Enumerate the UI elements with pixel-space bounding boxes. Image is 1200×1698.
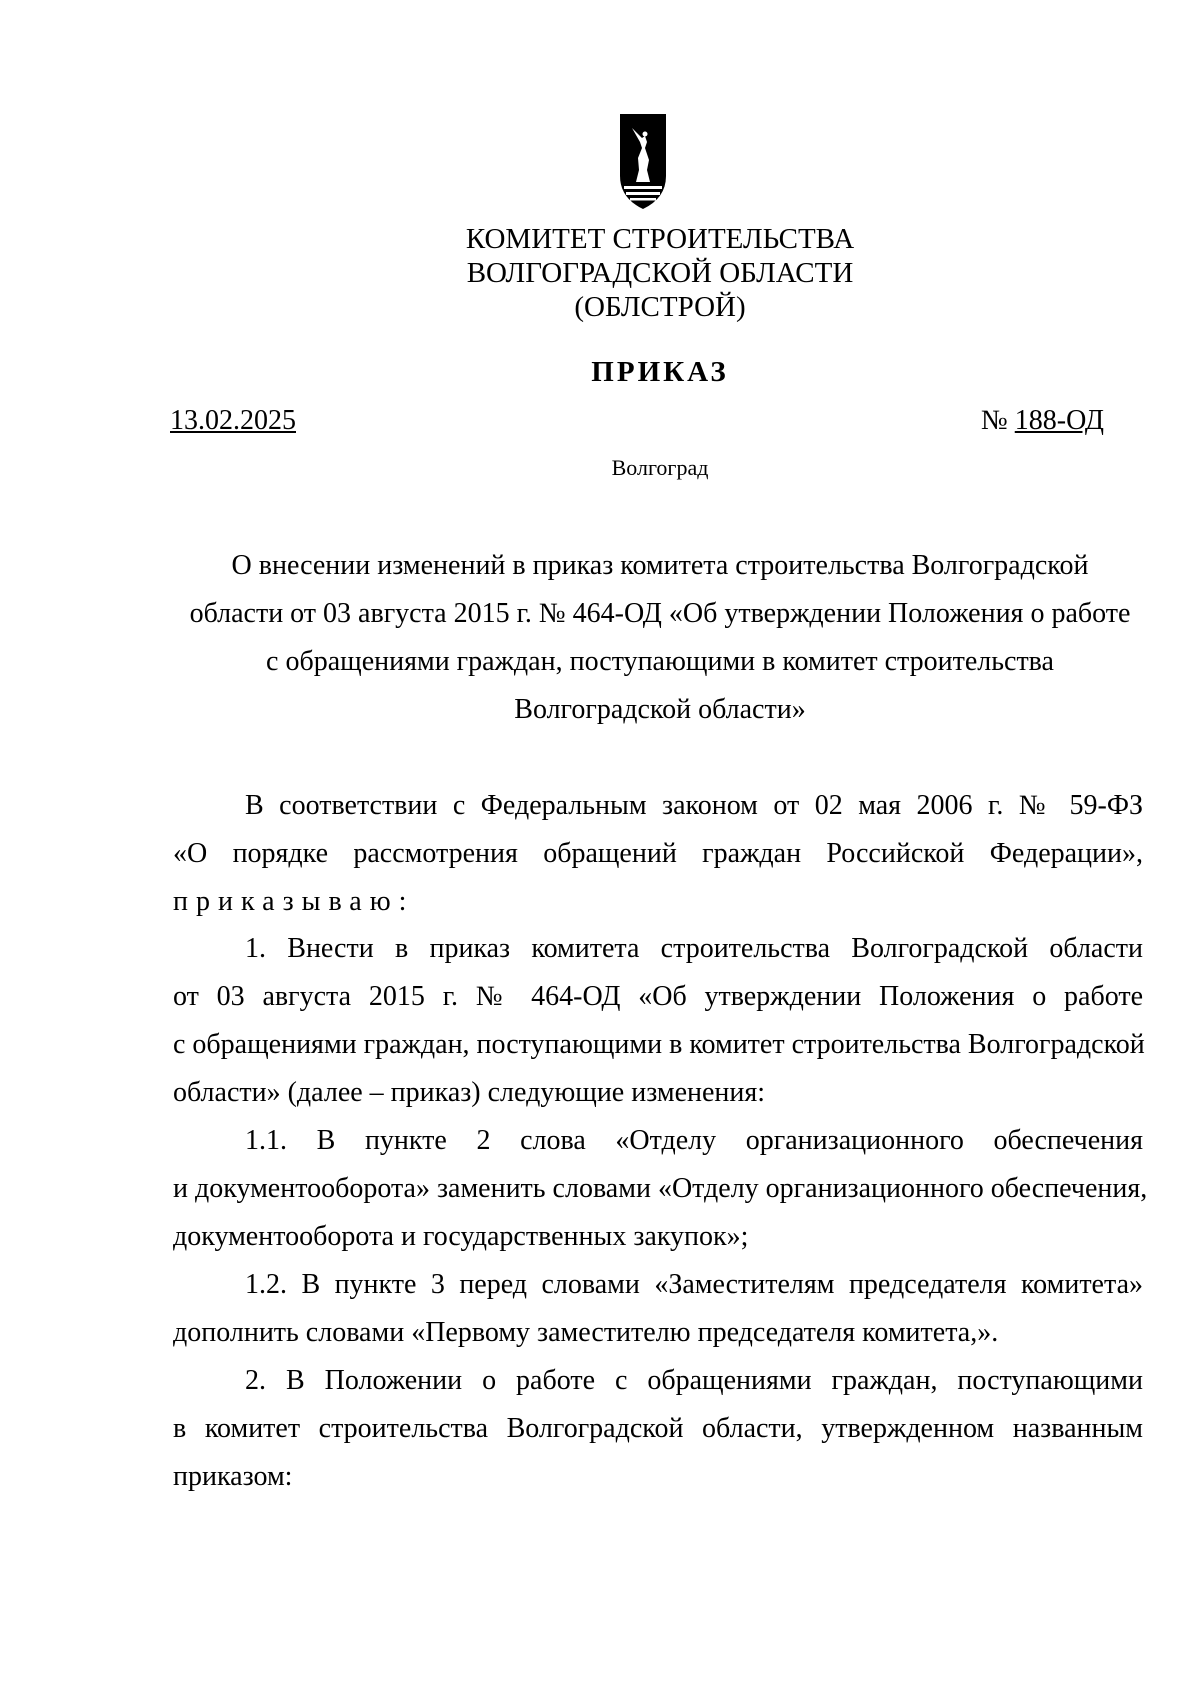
org-name-line-1: КОМИТЕТ СТРОИТЕЛЬСТВА — [465, 223, 855, 255]
org-name-line-2: ВОЛГОГРАДСКОЙ ОБЛАСТИ — [466, 257, 854, 289]
subject-line-3: с обращениями граждан, поступающими в комитет строительства — [266, 646, 1054, 677]
body-paragraph-1-line-1: В соответствии с Федеральным законом от 02 мая 2006 г. № 59-ФЗ — [245, 790, 1143, 821]
body-paragraph-5-line-3: приказом: — [173, 1461, 293, 1492]
body-paragraph-5-line-1: 2. В Положении о работе с обращениями граждан, поступающими — [245, 1365, 1143, 1396]
body-paragraph-4-line-2: дополнить словами «Первому заместителю председателя комитета,». — [173, 1317, 999, 1348]
body-paragraph-3-line-1: 1.1. В пункте 2 слова «Отделу организационного обеспечения — [245, 1125, 1143, 1156]
document-number-value: 188-ОД — [1014, 405, 1104, 436]
coat-of-arms-icon — [618, 112, 668, 212]
document-number-prefix: № — [981, 405, 1015, 436]
document-type-title: ПРИКАЗ — [591, 356, 729, 388]
body-paragraph-1-line-3: приказываю: — [173, 886, 415, 917]
body-paragraph-1-line-2: «О порядке рассмотрения обращений граждан Российской Федерации», — [173, 838, 1143, 869]
body-paragraph-2-line-4: области» (далее – приказ) следующие изменения: — [173, 1077, 766, 1108]
subject-line-4: Волгоградской области» — [514, 694, 806, 725]
body-paragraph-3-line-3: документооборота и государственных закупок»; — [173, 1221, 749, 1252]
body-paragraph-4-line-1: 1.2. В пункте 3 перед словами «Заместителям председателя комитета» — [245, 1269, 1143, 1300]
subject-line-2: области от 03 августа 2015 г. № 464-ОД «Об утверждении Положения о работе — [189, 598, 1131, 629]
document-city: Волгоград — [611, 455, 709, 480]
body-paragraph-3-line-2: и документооборота» заменить словами «Отделу организационного обеспечения, — [173, 1173, 1148, 1204]
body-paragraph-2-line-3: с обращениями граждан, поступающими в комитет строительства Волгоградской — [173, 1029, 1145, 1060]
body-paragraph-2-line-1: 1. Внести в приказ комитета строительства Волгоградской области — [245, 933, 1143, 964]
subject-line-1: О внесении изменений в приказ комитета строительства Волгоградской — [231, 550, 1089, 581]
document-number — [981, 405, 1104, 437]
body-paragraph-5-line-2: в комитет строительства Волгоградской области, утвержденном названным — [173, 1413, 1143, 1444]
document-date: 13.02.2025 — [170, 405, 296, 436]
org-name-line-3: (ОБЛСТРОЙ) — [574, 291, 746, 323]
body-paragraph-2-line-2: от 03 августа 2015 г. № 464-ОД «Об утверждении Положения о работе — [173, 981, 1143, 1012]
